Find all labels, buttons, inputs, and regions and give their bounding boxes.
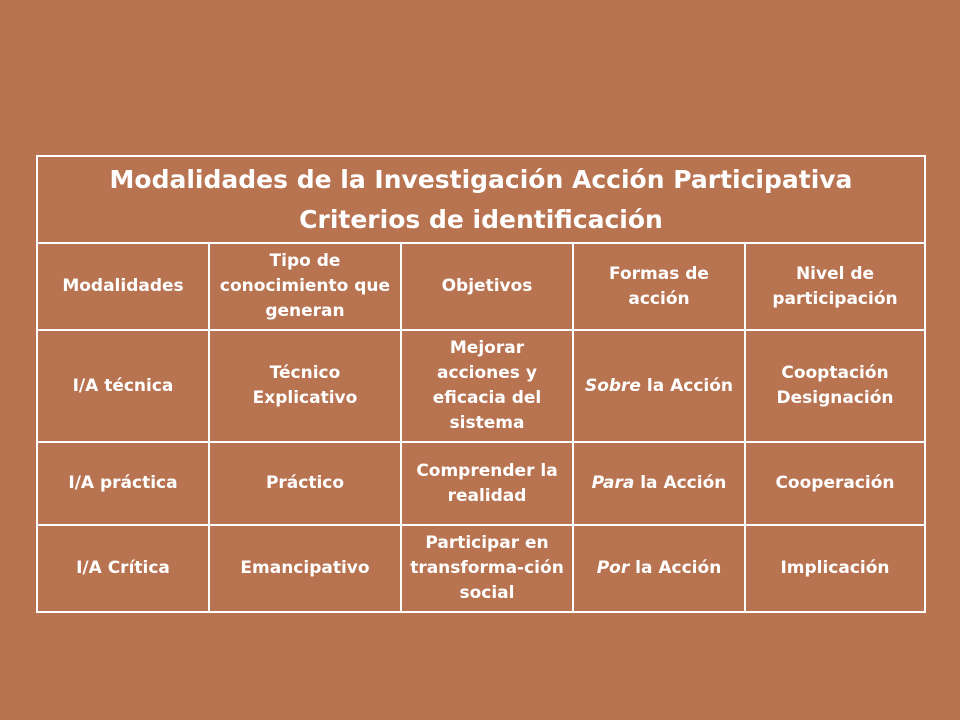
forma-rest: la Acción [634, 473, 727, 493]
forma-rest: la Acción [640, 375, 734, 396]
table-row [38, 443, 924, 526]
header-nivel-participacion: Nivel de participación [772, 263, 898, 309]
table-row [38, 526, 924, 611]
cell-conocimiento: Emancipativo [210, 526, 402, 611]
cell-objetivos: Mejorar acciones y eficacia del sistema [402, 331, 574, 441]
cell-forma-accion [574, 331, 746, 441]
table-title [38, 157, 924, 244]
title-line-2: Criterios de identificación [299, 204, 663, 234]
header-objetivos: Objetivos [402, 244, 574, 329]
cell-modalidad: I/A Crítica [38, 526, 210, 611]
forma-rest: la Acción [629, 558, 722, 578]
cell-participacion: Implicación [780, 558, 890, 578]
table-row [38, 331, 924, 443]
cell-forma-accion [574, 526, 746, 611]
cell-participacion: Cooperación [775, 473, 895, 493]
cell-conocimiento: Práctico [210, 443, 402, 524]
cell-conocimiento: Técnico Explicativo [210, 331, 402, 441]
cell-participacion: Cooptación Designación [776, 363, 894, 408]
cell-modalidad: I/A técnica [38, 331, 210, 441]
header-formas-accion: Formas de acción [574, 244, 746, 329]
cell-forma-accion [574, 443, 746, 524]
forma-italic: Para [591, 473, 635, 493]
header-tipo-conocimiento: Tipo de conocimiento que generan [210, 244, 402, 329]
forma-italic: Por [596, 558, 630, 578]
title-line-1: Modalidades de la Investigación Acción Participativa [109, 164, 853, 194]
criteria-table [36, 155, 926, 613]
header-modalidades: Modalidades [38, 244, 210, 329]
forma-italic: Sobre [584, 375, 641, 396]
cell-objetivos: Participar en transforma-ción social [402, 526, 574, 611]
cell-modalidad: I/A práctica [38, 443, 210, 524]
header-row [38, 244, 924, 331]
cell-objetivos: Comprender la realidad [402, 443, 574, 524]
